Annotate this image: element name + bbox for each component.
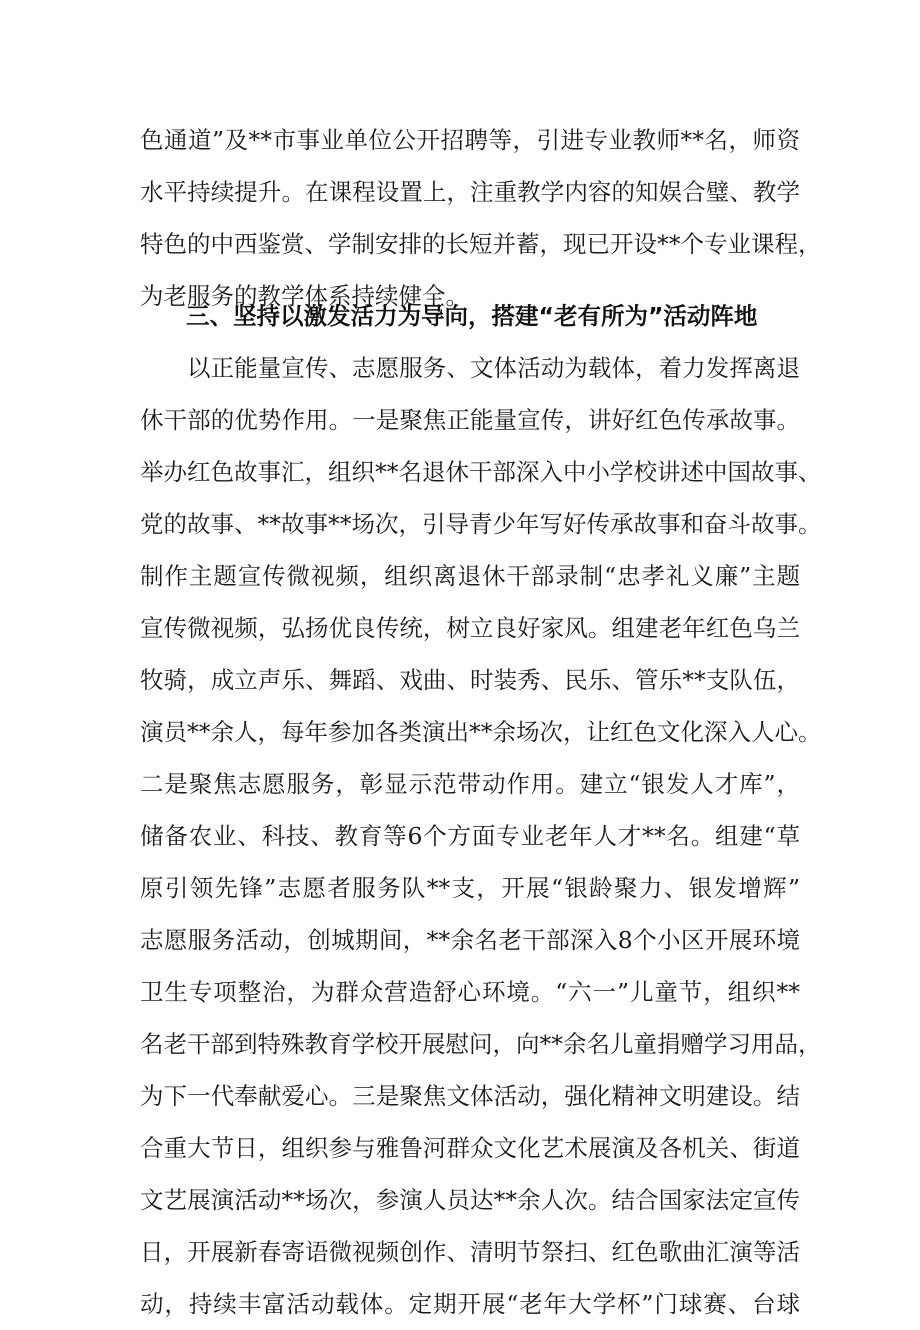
paragraph-line: 卫生专项整治，为群众营造舒心环境。“六一”儿童节，组织**	[140, 978, 800, 1006]
paragraph-line: 原引领先锋”志愿者服务队**支，开展“银龄聚力、银发增辉”	[140, 874, 800, 902]
section-heading: 三、坚持以激发活力为导向，搭建“老有所为”活动阵地	[186, 302, 758, 330]
paragraph-line: 牧骑，成立声乐、舞蹈、戏曲、时装秀、民乐、管乐**支队伍，	[140, 666, 800, 694]
paragraph-line: 举办红色故事汇，组织**名退休干部深入中小学校讲述中国故事、	[140, 458, 822, 486]
paragraph-line: 文艺展演活动**场次，参演人员达**余人次。结合国家法定宣传	[140, 1186, 800, 1214]
paragraph-line: 演员**余人，每年参加各类演出**余场次，让红色文化深入人心。	[140, 718, 822, 746]
paragraph-line: 以正能量宣传、志愿服务、文体活动为载体，着力发挥离退	[187, 354, 800, 382]
paragraph-line: 党的故事、**故事**场次，引导青少年写好传承故事和奋斗故事。	[140, 510, 822, 538]
paragraph-line: 动，持续丰富活动载体。定期开展“老年大学杯”门球赛、台球	[140, 1290, 800, 1318]
paragraph-line: 为下一代奉献爱心。三是聚焦文体活动，强化精神文明建设。结	[140, 1082, 800, 1110]
paragraph-line: 水平持续提升。在课程设置上，注重教学内容的知娱合璧、教学	[140, 178, 800, 206]
paragraph-line: 二是聚焦志愿服务，彰显示范带动作用。建立“银发人才库”，	[140, 770, 800, 798]
paragraph-line: 制作主题宣传微视频，组织离退休干部录制“忠孝礼义廉”主题	[140, 562, 800, 590]
paragraph-line: 为老服务的教学体系持续健全。	[140, 282, 469, 310]
paragraph-line: 合重大节日，组织参与雅鲁河群众文化艺术展演及各机关、街道	[140, 1134, 800, 1162]
paragraph-line: 休干部的优势作用。一是聚焦正能量宣传，讲好红色传承故事。	[140, 406, 800, 434]
paragraph-line: 储备农业、科技、教育等6个方面专业老年人才**名。组建“草	[140, 822, 800, 850]
paragraph-line: 特色的中西鉴赏、学制安排的长短并蓄，现已开设**个专业课程，	[140, 230, 822, 258]
paragraph-line: 宣传微视频，弘扬优良传统，树立良好家风。组建老年红色乌兰	[140, 614, 800, 642]
paragraph-line: 日，开展新春寄语微视频创作、清明节祭扫、红色歌曲汇演等活	[140, 1238, 800, 1266]
paragraph-line: 色通道”及**市事业单位公开招聘等，引进专业教师**名，师资	[140, 126, 800, 154]
paragraph-line: 志愿服务活动，创城期间，**余名老干部深入8个小区开展环境	[140, 926, 800, 954]
paragraph-line: 名老干部到特殊教育学校开展慰问，向**余名儿童捐赠学习用品，	[140, 1030, 822, 1058]
paragraph-2	[140, 342, 822, 1330]
